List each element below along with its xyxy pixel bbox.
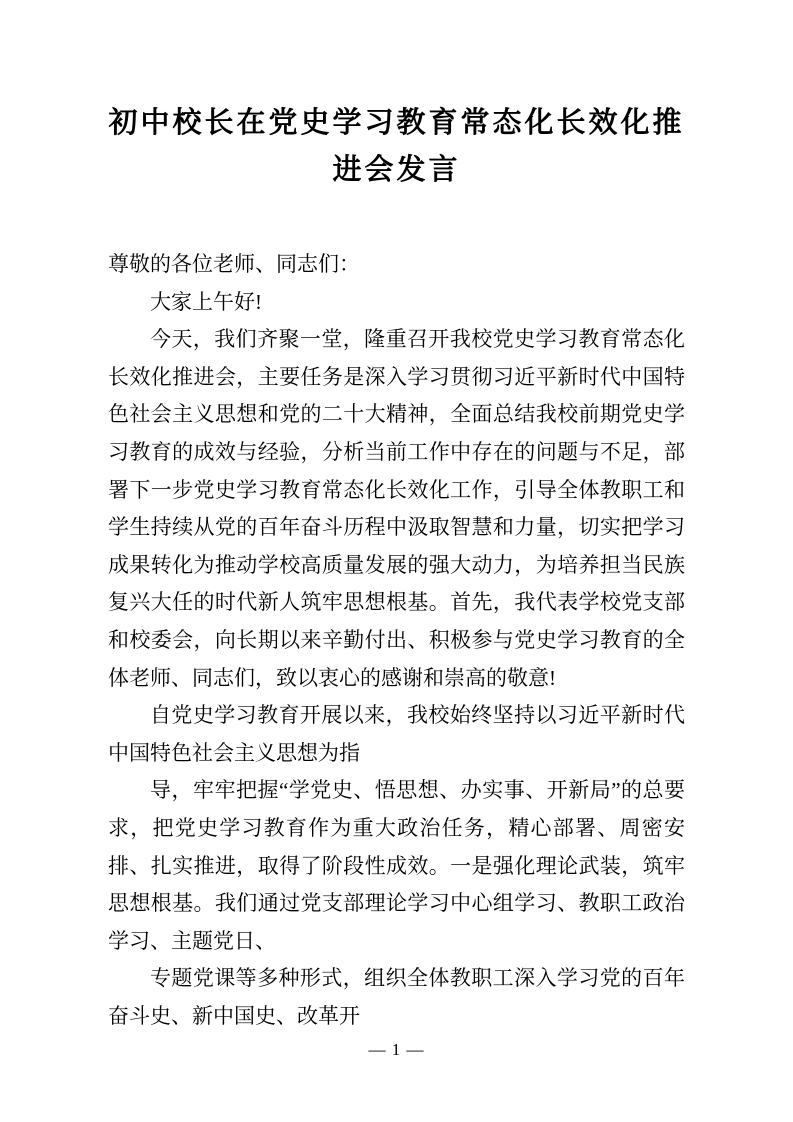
page-number: — 1 — xyxy=(368,1040,425,1059)
document-body xyxy=(108,246,685,1035)
paragraph-salutation: 尊敬的各位老师、同志们： xyxy=(108,252,360,276)
paragraph-greeting: 大家上午好! xyxy=(150,289,262,314)
paragraph-review-part3: 专题党课等多种形式，组织全体教职工深入学习党的百年奋斗史、新中国史、改革开 xyxy=(108,966,685,1028)
document-title: 初中校长在党史学习教育常态化长效化推进会发言 xyxy=(108,107,685,186)
paragraph-review-part1: 自党史学习教育开展以来，我校始终坚持以习近平新时代中国特色社会主义思想为指 xyxy=(108,703,685,765)
paragraph-opening: 今天，我们齐聚一堂，隆重召开我校党史学习教育常态化长效化推进会，主要任务是深入学习贯彻习近平新时代中国特色社会主义思想和党的二十大精神，全面总结我校前期党史学习教育的成效与经验，分析当前工作中存在的问题与不足，部署下一步党史学习教育常态化长效化工作，引导全体教职工和学生持续从党的百年奋斗历程中汲取智慧和力量，切实把学习成果转化为推动学校高质量发展的强大动力，为培养担当民族复兴大任的时代新人筑牢思想根基。首先，我代表学校党支部和校委会，向长期以来辛勤付出、积极参与党史学习教育的全体老师、同志们，致以衷心的感谢和崇高的敬意! xyxy=(108,327,685,690)
paragraph-review-part2: 导，牢牢把握“学党史、悟思想、办实事、开新局”的总要求，把党史学习教育作为重大政治任务，精心部署、周密安排、扎实推进，取得了阶段性成效。一是强化理论武装，筑牢思想根基。我们通过党支部理论学习中心组学习、教职工政治学习、主题党日、 xyxy=(108,778,685,953)
document-content xyxy=(108,100,685,1035)
